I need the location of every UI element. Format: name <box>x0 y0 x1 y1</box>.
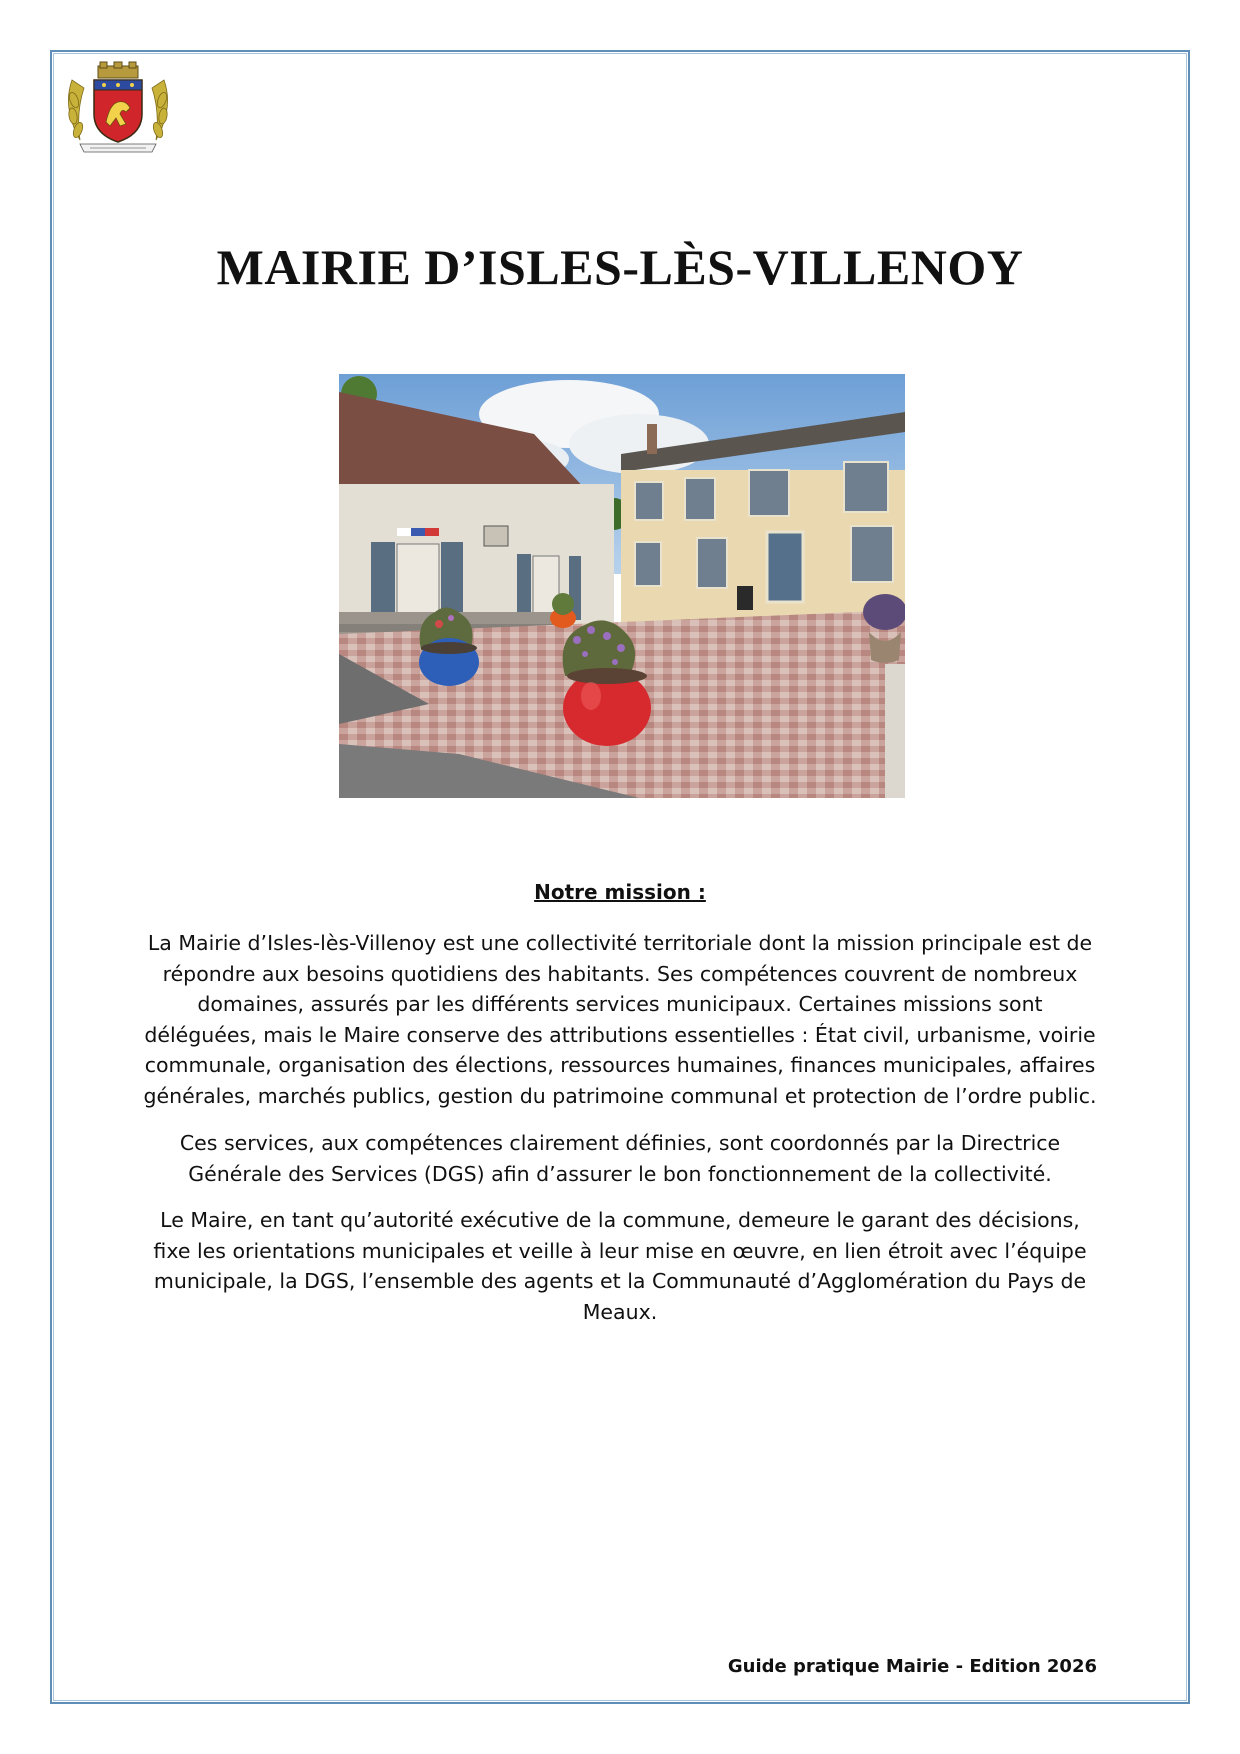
page-border-inner <box>53 53 1187 1701</box>
coat-of-arms-icon <box>60 60 176 156</box>
mission-paragraph: La Mairie d’Isles-lès-Villenoy est une collectivité territoriale dont la mission principale est de répondre aux besoins quotidiens des habitants. Ses compétences couvrent de nombreux domaines, assurés par les différents services municipaux. Certaines missions sont déléguées, mais le Maire conserve des attributions essentielles : État civil, urbanisme, voirie communale, organisation des élections, ressources humaines, finances municipales, affaires générales, marchés publics, gestion du patrimoine communal et protection de l’ordre public. <box>143 931 1097 1108</box>
page-title: MAIRIE D’ISLES-LÈS-VILLENOY <box>216 239 1024 295</box>
mission-paragraph: Ces services, aux compétences clairement définies, sont coordonnés par la Directrice Générale des Services (DGS) afin d’assurer le bon fonctionnement de la collectivité. <box>179 1131 1061 1186</box>
mission-paragraph: Le Maire, en tant qu’autorité exécutive de la commune, demeure le garant des décisions, fixe les orientations municipales et veille à leur mise en œuvre, en lien étroit avec l’équipe municipale, la DGS, l’ensemble des agents et la Communauté d’Agglomération du Pays de Meaux. <box>153 1208 1087 1324</box>
page-footer: Guide pratique Mairie - Edition 2026 <box>727 1656 1097 1677</box>
town-hall-photo <box>339 374 905 798</box>
mission-heading: Notre mission : <box>534 880 706 904</box>
